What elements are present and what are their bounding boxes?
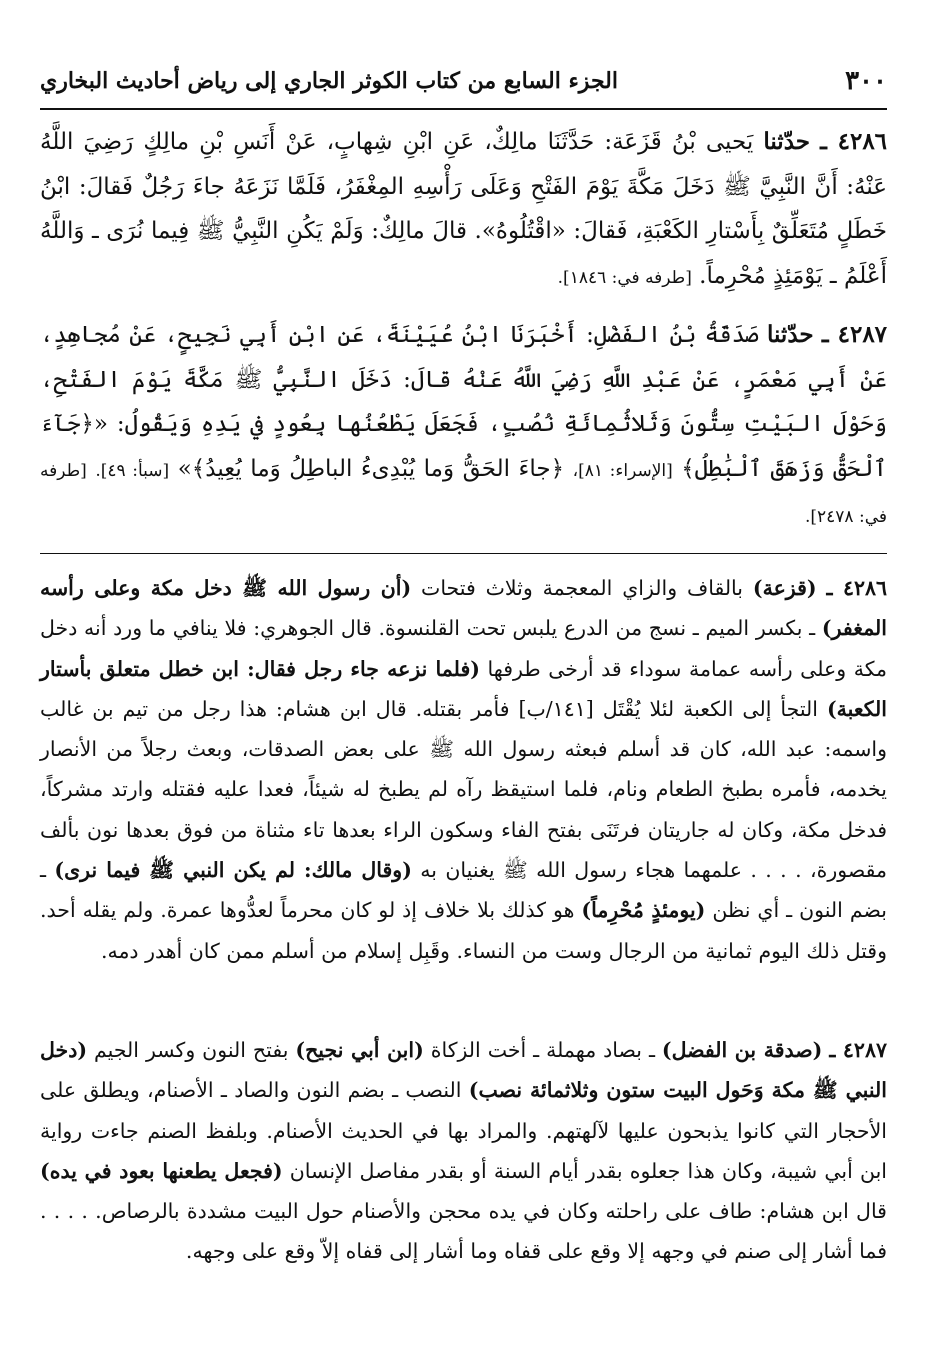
commentary-text: بفتح النون وكسر الجيم [94, 1038, 289, 1062]
commentary-4287 [40, 1030, 887, 1272]
commentary-text: ـ بضم النون ـ أي نظن [40, 858, 887, 923]
commentary-4286 [40, 568, 887, 971]
commentary-number: ٤٢٨٧ ـ [829, 1038, 887, 1062]
commentary-phrase: (دخل النبي ﷺ مكة وَحَول البيت ستون وثلاثمائة نصب) [40, 1038, 887, 1103]
commentary-text: ـ بكسر الميم ـ نسج من الدرع يلبس تحت القلنسوة. قال الجوهري: فلا ينافي ما ورد أنه دخل مكة وعلى رأسه عمامة سوداء قد أرخى طرفها [40, 616, 887, 681]
haddathana: حدّثنا [766, 321, 814, 348]
hadith-4287 [40, 313, 887, 540]
commentary-phrase: (أن رسول الله ﷺ دخل مكة وعلى رأسه المغفر) [40, 576, 887, 641]
commentary-text: النصب ـ بضم النون والصاد ـ الأصنام، ويطلق على الأحجار التي كانوا يذبحون عليها لآلهتهم. والمراد بها في الحديث الأصنام. وبلفظ الصنم جاءت رواية ابن أبي شيبة، وكان هذا جعلوه بقدر أيام السنة أو بقدر مفاصل الإنسان [40, 1078, 887, 1183]
commentary-text: قال ابن هشام: طاف على راحلته وكان في يده محجن والأصنام حول البيت مشددة بالرصاص. . . . . فما أشار إلى صنم في وجهه إلا وقع على قفاه وما أشار إلى قفاه إلاّ وقع على وجهه. [40, 1199, 887, 1264]
quran-reference: [الإسراء: ٨١]، [572, 460, 673, 481]
page-header [40, 62, 887, 110]
hadith-text-continued: ﴿جاءَ الحَقُّ وَما يُبْدِىءُ الباطِلُ وَما يُعِيدُ﴾» [177, 455, 565, 482]
commentary-number: ٤٢٨٦ ـ [826, 576, 887, 600]
tarfuh-reference: [طرفه في: ٢٤٧٨]. [40, 460, 887, 527]
commentary-phrase: (صدقة بن الفضل) [661, 1038, 823, 1062]
tarfuh-reference: [طرفه في: ١٨٤٦]. [557, 267, 692, 288]
commentary-phrase: (يومئذٍ مُحْرِماً) [581, 898, 706, 923]
commentary-phrase: (ابن أبي نجيح) [295, 1038, 424, 1062]
hadith-text: صَدَقَةُ بْنُ الفَضْلِ: أَخْبَرَنَا ابْنُ عُيَيْنَةَ، عَنِ ابْنِ أَبِي نَجِيحٍ، عَنْ مُجاهِدٍ، عَنْ أَبِي مَعْمَرٍ، عَنْ عَبْدِ اللَّهِ رَضِيَ اللَّهُ عَنْهُ قالَ: دَخَلَ النَّبِيُّ ﷺ مَكَّةَ يَوْمَ الفَتْحِ، وَحَوْلَ البَيْتِ سِتُّونَ وَثَلاثُمِائَةِ نُصُبٍ، فَجَعَلَ يَطْعُنُها بِعُودٍ في يَدِهِ وَيَقُولُ: «﴿جَآءَ ٱلْحَقُّ وَزَهَقَ ٱلْبَٰطِلُ﴾ [40, 322, 888, 482]
commentary-text: هو كذلك بلا خلاف إذ لو كان محرماً لعدُّوها عمرة. ولم يقله أحد. وقتل ذلك اليوم ثمانية من الرجال وست من النساء. وقَبِل إسلام من أسلم ممن كان أهدر دمه. [40, 898, 887, 963]
haddathana: حدّثنا [763, 128, 810, 155]
hadith-4286 [40, 120, 887, 300]
running-title: الجزء السابع من كتاب الكوثر الجاري إلى رياض أحاديث البخاري [40, 68, 618, 94]
commentary-text: التجأ إلى الكعبة لئلا يُقْتَل [١٤١/ب] فأمر بقتله. قال ابن هشام: هذا رجل من تيم بن غالب واسمه: عبد الله، كان قد أسلم فبعثه رسول الله ﷺ على بعض الصدقات، وبعث رجلاً من الأنصار يخدمه، فأمره بطبخ الطعام ونام، فلما استيقظ رآه لم يطبخ له شيئاً، فعدا عليه فقتله وارتد مشركاً، فدخل مكة، وكان له جاريتان فرتَنَى بفتح الفاء وسكون الراء بعدها تاء مثناة من فوق بعدها نون بألف مقصورة، . . . . علمهما هجاء رسول الله ﷺ يغنيان به [40, 696, 887, 883]
commentary-text: بالقاف والزاي المعجمة وثلاث فتحات [421, 576, 744, 600]
commentary-phrase: (وقال مالك: لم يكن النبي ﷺ فيما نرى) [54, 858, 412, 883]
hadith-number: ٤٢٨٦ ـ [820, 128, 888, 155]
hadith-text: يَحيى بْنُ قَزَعَة: حَدَّثَنَا مالِكٌ، عَنِ ابْنِ شِهابٍ، عَنْ أَنَسِ بْنِ مالِكٍ رَضِيَ اللَّهُ عَنْهُ: أَنَّ النَّبِيَّ ﷺ دَخَلَ مَكَّةَ يَوْمَ الفَتْحِ وَعَلَى رَأْسِهِ المِغْفَرُ، فَلَمَّا نَزَعَهُ جاءَ رَجُلٌ فَقالَ: ابْنُ خَطَلٍ مُتَعَلِّقٌ بِأَسْتارِ الكَعْبَةِ، فَقالَ: «اقْتُلُوهُ». قالَ مالِكٌ: وَلَمْ يَكُنِ النَّبِيُّ ﷺ فِيما نُرَى ـ وَاللَّهُ أَعْلَمُ ـ يَوْمَئِذٍ مُحْرِماً. [40, 129, 887, 289]
hadith-number: ٤٢٨٧ ـ [821, 321, 888, 348]
commentary-phrase: (فجعل يطعنها بعود في يده) [40, 1158, 283, 1183]
footnote-divider [40, 553, 887, 554]
commentary-text: ـ بصاد مهملة ـ أخت الزكاة [430, 1038, 655, 1062]
commentary-phrase: (قزعة) [752, 576, 817, 600]
commentary-phrase: (فلما نزعه جاء رجل فقال: ابن خطل متعلق بأستار الكعبة) [40, 656, 887, 721]
quran-reference: [سبأ: ٤٩]. [95, 460, 170, 481]
page-number: ٣٠٠ [845, 66, 887, 96]
